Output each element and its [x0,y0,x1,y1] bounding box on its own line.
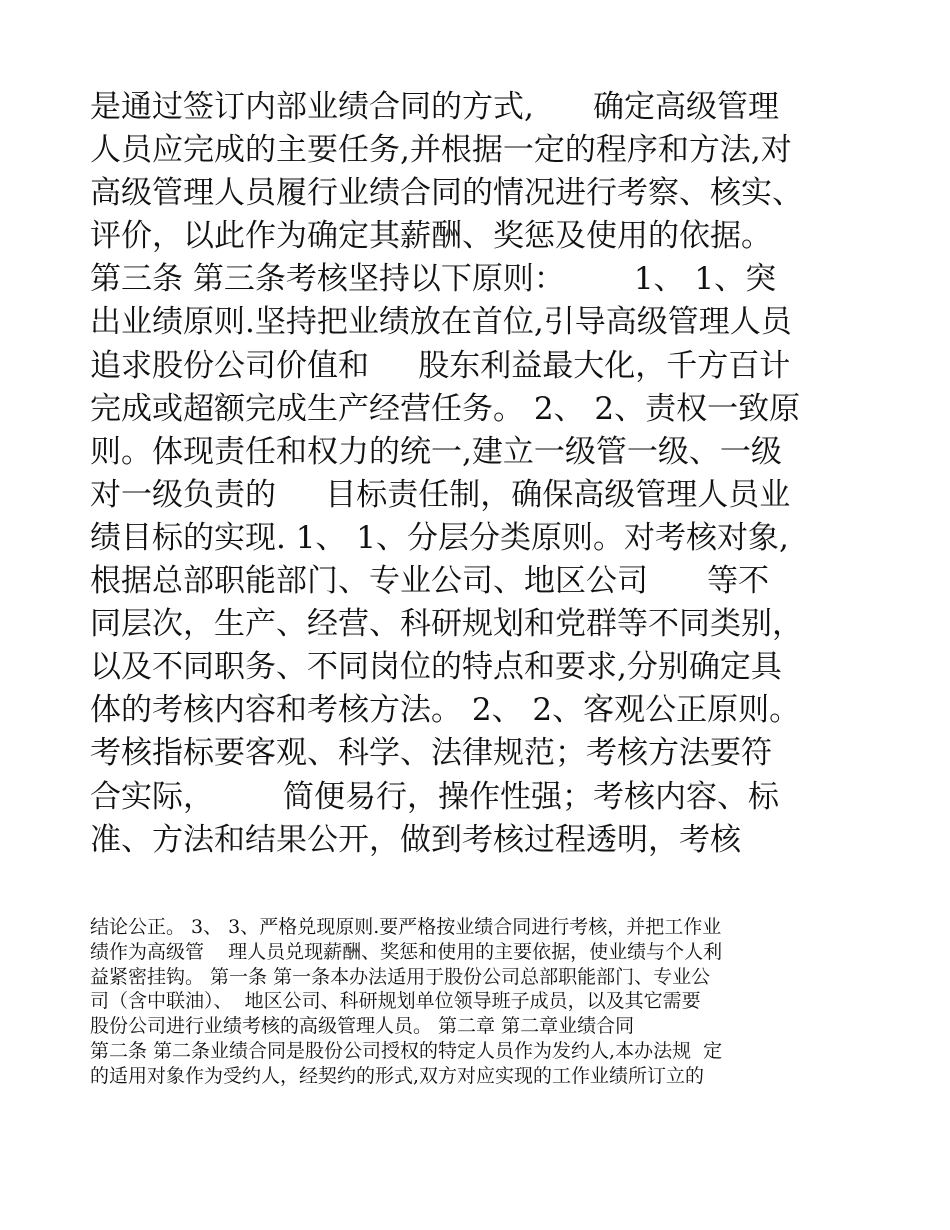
text-line: 追求股份公司价值和 股东利益最大化，千方百计 [90,347,791,384]
text-line: 是通过签订内部业绩合同的方式, 确定高级管理 [90,89,779,125]
text-line: 股份公司进行业绩考核的高级管理人员。 第二章 第二章业绩合同 [90,1015,635,1038]
text-line: 绩目标的实现. 1、 1、分层分类原则。对考核对象, [90,519,789,556]
main-body-text [90,86,880,862]
text-line: 准、方法和结果公开，做到考核过程透明，考核 [90,821,741,858]
text-line: 结论公正。 3、 3、严格兑现原则.要严格按业绩合同进行考核，并把工作业 [90,916,722,938]
footnote-body-text [90,915,880,1089]
text-line: 则。体现责任和权力的统一,建立一级管一级、一级 [90,433,782,470]
text-line: 对一级负责的 目标责任制，确保高级管理人员业 [90,476,791,513]
text-line: 以及不同职务、不同岗位的特点和要求,分别确定具 [90,649,782,686]
text-line: 根据总部职能部门、专业公司、地区公司 等不 [90,563,770,600]
text-line: 评价，以此作为确定其薪酬、奖惩及使用的依据。 [90,218,772,255]
text-line: 的适用对象作为受约人，经契约的形式,双方对应实现的工作业绩所订立的 [90,1064,705,1087]
text-line: 益紧密挂钩。 第一条 第一条本办法适用于股份公司总部职能部门、专业公 [90,965,711,988]
text-line: 完成或超额完成生产经营任务。 2、 2、责权一致原 [90,390,801,427]
text-line: 同层次，生产、经营、科研规划和党群等不同类别， [90,606,803,643]
text-line: 考核指标要客观、科学、法律规范；考核方法要符 [90,735,772,772]
text-line: 出业绩原则.坚持把业绩放在首位,引导高级管理人员 [90,304,792,341]
text-line: 体的考核内容和考核方法。 2、 2、客观公正原则。 [90,692,801,729]
text-line: 第三条 第三条考核坚持以下原则： 1、 1、突 [90,261,777,298]
text-line: 人员应完成的主要任务,并根据一定的程序和方法,对 [90,132,792,169]
text-line: 绩作为高级管 理人员兑现薪酬、奖惩和使用的主要依据，使业绩与个人利 [90,940,723,963]
text-line: 第二条 第二条业绩合同是股份公司授权的特定人员作为发约人,本办法规 定 [90,1039,723,1062]
text-line: 合实际， 简便易行，操作性强；考核内容、标 [90,778,779,815]
text-line: 高级管理人员履行业绩合同的情况进行考察、核实、 [90,175,803,212]
text-line: 司（含中联油）、 地区公司、科研规划单位领导班子成员，以及其它需要 [90,990,701,1013]
